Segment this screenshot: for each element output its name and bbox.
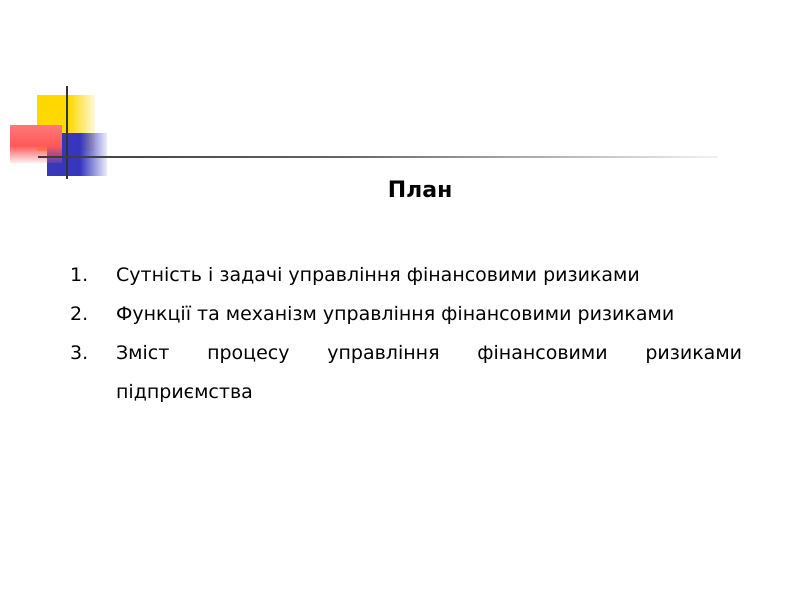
list-item-text: Функції та механізм управління фінансовими ризиками [116, 303, 675, 325]
plan-list [70, 256, 742, 412]
list-item-number: 2. [70, 303, 89, 325]
list-item-text: Сутність і задачі управління фінансовими ризиками [116, 264, 640, 286]
slide-title: План [387, 178, 453, 203]
list-item [70, 256, 742, 295]
list-item [70, 295, 742, 334]
decorative-header [0, 0, 800, 200]
horizontal-rule [38, 156, 718, 158]
vertical-rule [66, 86, 68, 179]
list-item [70, 334, 742, 412]
list-item-number: 3. [70, 342, 89, 364]
list-item-text: Зміст процесу управління фінансовими ризиками підприємства [116, 342, 742, 403]
list-item-number: 1. [70, 264, 89, 286]
